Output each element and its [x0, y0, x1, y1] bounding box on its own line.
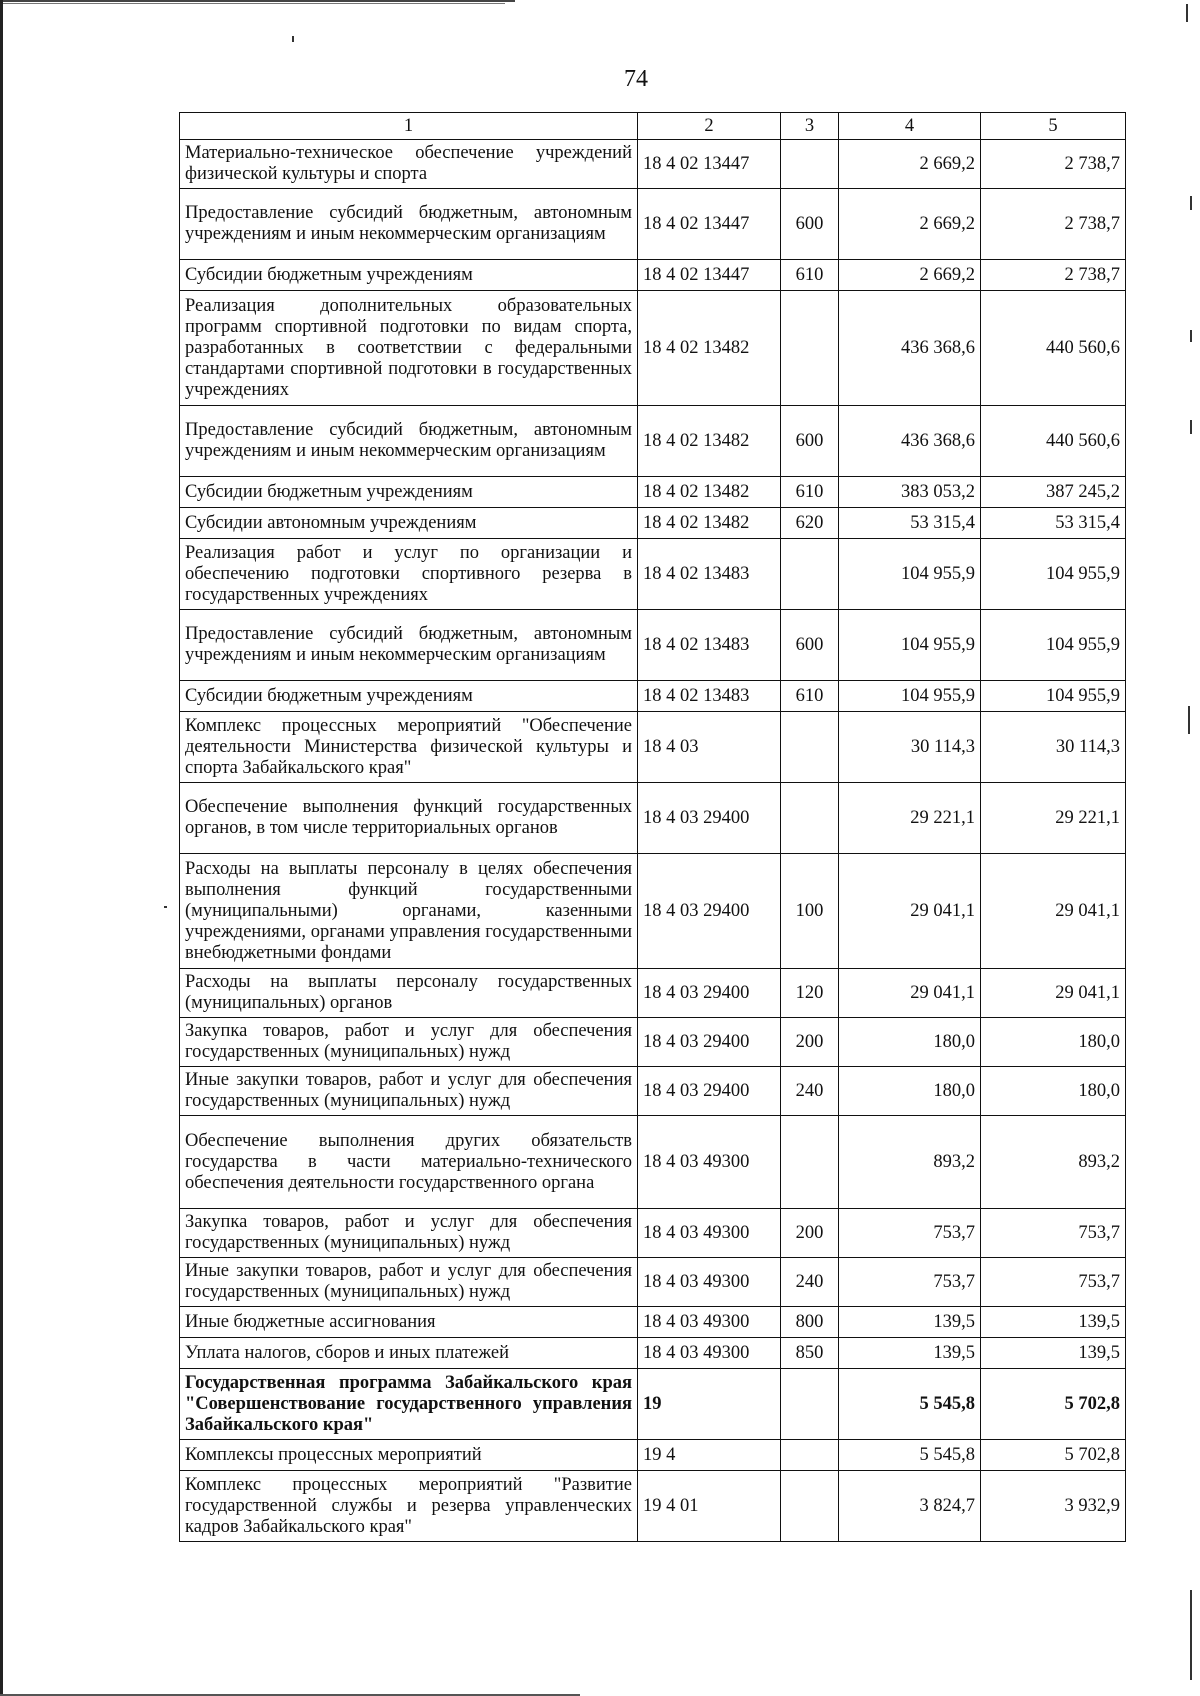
table-row [180, 1338, 1126, 1369]
row-type: 850 [781, 1338, 839, 1369]
row-type [781, 1471, 839, 1542]
budget-table [179, 112, 1126, 1542]
row-type: 600 [781, 610, 839, 681]
row-type: 600 [781, 189, 839, 260]
row-code: 18 4 02 13482 [638, 477, 781, 508]
row-value-col5: 180,0 [981, 1067, 1126, 1116]
table-row [180, 712, 1126, 783]
row-type: 610 [781, 260, 839, 291]
row-value-col4: 753,7 [839, 1258, 981, 1307]
row-value-col4: 139,5 [839, 1307, 981, 1338]
row-value-col4: 180,0 [839, 1067, 981, 1116]
row-name: Реализация дополнительных образовательных программ спортивной подготовки по видам спорта, разработанных в соответствии с федеральными стандартами спортивной подготовки в государственных учреждениях [180, 291, 638, 406]
row-type [781, 140, 839, 189]
row-value-col4: 2 669,2 [839, 140, 981, 189]
header-col-4: 4 [839, 113, 981, 140]
row-name: Предоставление субсидий бюджетным, автономным учреждениям и иным некоммерческим организациям [180, 406, 638, 477]
page-number: 74 [624, 66, 648, 92]
row-type: 610 [781, 477, 839, 508]
header-col-5: 5 [981, 113, 1126, 140]
row-code: 18 4 02 13447 [638, 140, 781, 189]
row-code: 18 4 02 13482 [638, 291, 781, 406]
scan-speck [164, 906, 167, 908]
row-value-col4: 5 545,8 [839, 1440, 981, 1471]
row-type: 240 [781, 1258, 839, 1307]
row-value-col5: 104 955,9 [981, 539, 1126, 610]
table-row [180, 1307, 1126, 1338]
scan-edge-left [0, 0, 3, 1696]
row-name: Иные закупки товаров, работ и услуг для обеспечения государственных (муниципальных) нужд [180, 1258, 638, 1307]
row-value-col5: 30 114,3 [981, 712, 1126, 783]
row-value-col4: 139,5 [839, 1338, 981, 1369]
row-name: Комплекс процессных мероприятий "Обеспечение деятельности Министерства физической культуры и спорта Забайкальского края" [180, 712, 638, 783]
table-row [180, 406, 1126, 477]
row-name: Закупка товаров, работ и услуг для обеспечения государственных (муниципальных) нужд [180, 1018, 638, 1067]
row-type: 200 [781, 1018, 839, 1067]
table-row [180, 291, 1126, 406]
row-type [781, 1440, 839, 1471]
table-row [180, 1471, 1126, 1542]
row-code: 18 4 02 13447 [638, 189, 781, 260]
table-row [180, 969, 1126, 1018]
row-value-col5: 753,7 [981, 1258, 1126, 1307]
table-row [180, 1440, 1126, 1471]
row-value-col5: 387 245,2 [981, 477, 1126, 508]
row-value-col5: 893,2 [981, 1116, 1126, 1209]
row-name: Расходы на выплаты персоналу в целях обеспечения выполнения функций государственными (муниципальными) органами, казенными учреждениями, органами управления государственными внебюджетными фондами [180, 854, 638, 969]
row-name: Субсидии бюджетным учреждениям [180, 260, 638, 291]
row-value-col4: 29 041,1 [839, 969, 981, 1018]
row-name: Обеспечение выполнения функций государственных органов, в том числе территориальных органов [180, 783, 638, 854]
table-row [180, 1067, 1126, 1116]
row-type: 800 [781, 1307, 839, 1338]
row-name: Комплексы процессных мероприятий [180, 1440, 638, 1471]
row-code: 19 [638, 1369, 781, 1440]
row-type [781, 1369, 839, 1440]
row-name: Расходы на выплаты персоналу государственных (муниципальных) органов [180, 969, 638, 1018]
row-name: Субсидии автономным учреждениям [180, 508, 638, 539]
row-code: 18 4 03 29400 [638, 1018, 781, 1067]
row-type: 600 [781, 406, 839, 477]
row-name: Уплата налогов, сборов и иных платежей [180, 1338, 638, 1369]
row-type [781, 291, 839, 406]
row-code: 18 4 02 13447 [638, 260, 781, 291]
row-value-col4: 29 221,1 [839, 783, 981, 854]
row-value-col5: 440 560,6 [981, 406, 1126, 477]
scan-speck [1186, 4, 1188, 22]
row-value-col4: 5 545,8 [839, 1369, 981, 1440]
table-row [180, 140, 1126, 189]
table-row [180, 854, 1126, 969]
row-code: 18 4 03 49300 [638, 1307, 781, 1338]
row-value-col4: 436 368,6 [839, 406, 981, 477]
row-value-col4: 383 053,2 [839, 477, 981, 508]
table-row [180, 610, 1126, 681]
row-name: Субсидии бюджетным учреждениям [180, 477, 638, 508]
table-row [180, 477, 1126, 508]
header-col-2: 2 [638, 113, 781, 140]
row-name: Материально-техническое обеспечение учреждений физической культуры и спорта [180, 140, 638, 189]
row-value-col4: 436 368,6 [839, 291, 981, 406]
row-value-col5: 104 955,9 [981, 681, 1126, 712]
row-code: 18 4 02 13482 [638, 508, 781, 539]
row-value-col4: 753,7 [839, 1209, 981, 1258]
row-name: Предоставление субсидий бюджетным, автономным учреждениям и иным некоммерческим организациям [180, 610, 638, 681]
row-value-col5: 29 221,1 [981, 783, 1126, 854]
table-header-row [180, 113, 1126, 140]
header-col-1: 1 [180, 113, 638, 140]
row-code: 19 4 [638, 1440, 781, 1471]
row-value-col4: 2 669,2 [839, 260, 981, 291]
row-value-col5: 753,7 [981, 1209, 1126, 1258]
row-type: 240 [781, 1067, 839, 1116]
row-type: 100 [781, 854, 839, 969]
row-name: Предоставление субсидий бюджетным, автономным учреждениям и иным некоммерческим организациям [180, 189, 638, 260]
row-code: 19 4 01 [638, 1471, 781, 1542]
table-row [180, 1116, 1126, 1209]
table-row [180, 260, 1126, 291]
scan-speck [1188, 706, 1190, 734]
row-value-col5: 104 955,9 [981, 610, 1126, 681]
row-value-col5: 29 041,1 [981, 854, 1126, 969]
scan-edge-top-secondary [0, 3, 505, 4]
header-col-3: 3 [781, 113, 839, 140]
row-type [781, 539, 839, 610]
table-row [180, 189, 1126, 260]
row-type: 610 [781, 681, 839, 712]
row-value-col4: 104 955,9 [839, 610, 981, 681]
table-row [180, 1018, 1126, 1067]
scan-speck [1190, 1590, 1192, 1680]
row-name: Иные бюджетные ассигнования [180, 1307, 638, 1338]
row-value-col4: 30 114,3 [839, 712, 981, 783]
table-row [180, 783, 1126, 854]
row-value-col4: 53 315,4 [839, 508, 981, 539]
table-body [180, 140, 1126, 1542]
row-value-col5: 29 041,1 [981, 969, 1126, 1018]
table-row [180, 1209, 1126, 1258]
scan-speck [1190, 330, 1192, 342]
row-code: 18 4 03 49300 [638, 1116, 781, 1209]
row-value-col5: 5 702,8 [981, 1440, 1126, 1471]
row-type: 200 [781, 1209, 839, 1258]
row-value-col4: 3 824,7 [839, 1471, 981, 1542]
row-value-col5: 53 315,4 [981, 508, 1126, 539]
row-value-col4: 2 669,2 [839, 189, 981, 260]
table-row [180, 539, 1126, 610]
table-row [180, 1369, 1126, 1440]
row-name: Реализация работ и услуг по организации и обеспечению подготовки спортивного резерва в государственных учреждениях [180, 539, 638, 610]
scan-speck [1190, 420, 1192, 434]
row-code: 18 4 03 49300 [638, 1209, 781, 1258]
row-name: Государственная программа Забайкальского края "Совершенствование государственного управления Забайкальского края" [180, 1369, 638, 1440]
row-name: Комплекс процессных мероприятий "Развитие государственной службы и резерва управленческих кадров Забайкальского края" [180, 1471, 638, 1542]
row-code: 18 4 03 49300 [638, 1258, 781, 1307]
row-value-col4: 180,0 [839, 1018, 981, 1067]
row-value-col5: 2 738,7 [981, 140, 1126, 189]
row-code: 18 4 02 13483 [638, 681, 781, 712]
row-type [781, 1116, 839, 1209]
row-code: 18 4 03 29400 [638, 969, 781, 1018]
row-value-col5: 2 738,7 [981, 260, 1126, 291]
row-value-col5: 139,5 [981, 1338, 1126, 1369]
row-value-col5: 2 738,7 [981, 189, 1126, 260]
row-value-col4: 893,2 [839, 1116, 981, 1209]
row-value-col4: 104 955,9 [839, 539, 981, 610]
row-code: 18 4 03 29400 [638, 783, 781, 854]
row-name: Обеспечение выполнения других обязательств государства в части материально-технического обеспечения деятельности государственного органа [180, 1116, 638, 1209]
row-value-col4: 29 041,1 [839, 854, 981, 969]
row-name: Субсидии бюджетным учреждениям [180, 681, 638, 712]
row-name: Закупка товаров, работ и услуг для обеспечения государственных (муниципальных) нужд [180, 1209, 638, 1258]
scan-edge-top [0, 0, 515, 2]
row-value-col4: 104 955,9 [839, 681, 981, 712]
scan-speck [1190, 196, 1192, 210]
row-type: 120 [781, 969, 839, 1018]
row-value-col5: 5 702,8 [981, 1369, 1126, 1440]
row-type [781, 712, 839, 783]
row-value-col5: 440 560,6 [981, 291, 1126, 406]
row-code: 18 4 03 49300 [638, 1338, 781, 1369]
row-type [781, 783, 839, 854]
row-value-col5: 3 932,9 [981, 1471, 1126, 1542]
row-code: 18 4 03 [638, 712, 781, 783]
row-code: 18 4 02 13482 [638, 406, 781, 477]
row-type: 620 [781, 508, 839, 539]
row-code: 18 4 02 13483 [638, 610, 781, 681]
table-row [180, 508, 1126, 539]
row-name: Иные закупки товаров, работ и услуг для обеспечения государственных (муниципальных) нужд [180, 1067, 638, 1116]
row-code: 18 4 02 13483 [638, 539, 781, 610]
row-code: 18 4 03 29400 [638, 854, 781, 969]
scan-speck [292, 36, 294, 42]
row-code: 18 4 03 29400 [638, 1067, 781, 1116]
table-row [180, 681, 1126, 712]
row-value-col5: 180,0 [981, 1018, 1126, 1067]
row-value-col5: 139,5 [981, 1307, 1126, 1338]
table-row [180, 1258, 1126, 1307]
